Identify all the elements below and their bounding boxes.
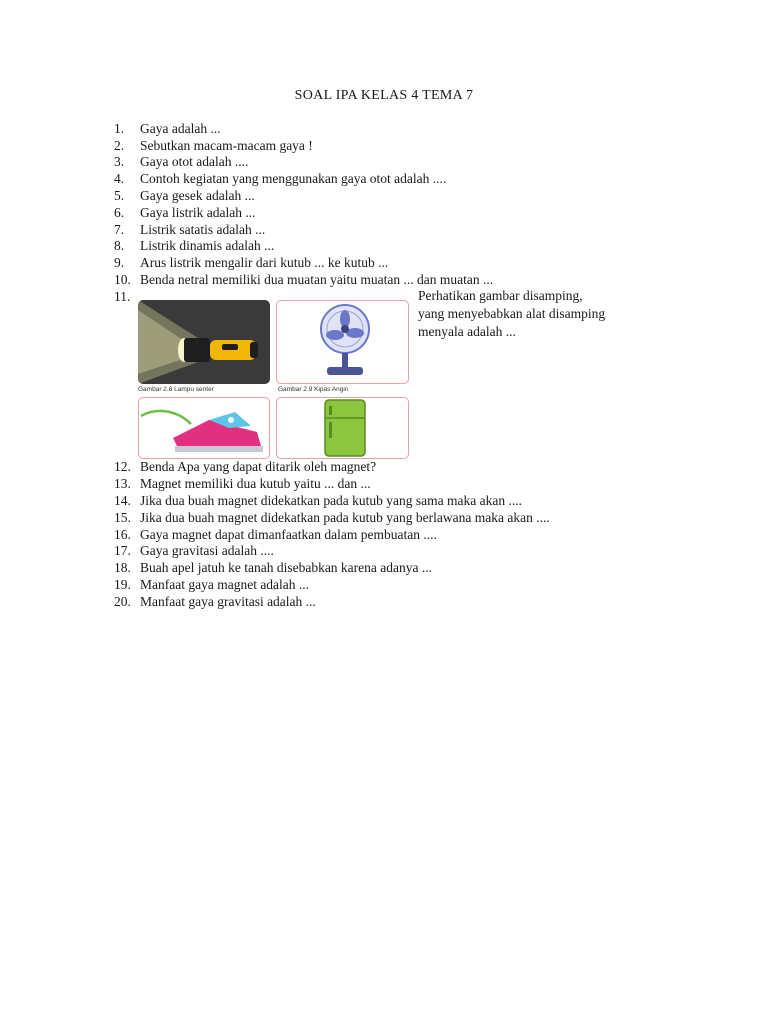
question-text: Gaya adalah ...	[140, 121, 221, 136]
question-text: Gaya gesek adalah ...	[140, 188, 255, 203]
question-number: 18.	[114, 560, 131, 575]
question-number: 13.	[114, 476, 131, 491]
question-text: Magnet memiliki dua kutub yaitu ... dan ...	[140, 476, 371, 491]
question-number: 16.	[114, 527, 131, 542]
question-text: Gaya gravitasi adalah ....	[140, 543, 274, 558]
flashlight-caption: Gambar 2.8 Lampu senter	[138, 386, 214, 393]
page-title: SOAL IPA KELAS 4 TEMA 7	[294, 88, 474, 103]
question-number: 14.	[114, 493, 131, 508]
question-number: 19.	[114, 577, 131, 592]
question-text: Gaya otot adalah ....	[140, 154, 249, 169]
q11-line-2: yang menyebabkan alat disamping	[418, 306, 606, 321]
fan-caption: Gambar 2.9 Kipas Angin	[278, 386, 349, 393]
question-text: Listrik dinamis adalah ...	[140, 238, 275, 253]
question-number: 11.	[114, 289, 131, 304]
question-number: 9.	[114, 255, 125, 270]
question-text: Jika dua buah magnet didekatkan pada kutub yang sama maka akan ....	[140, 493, 523, 508]
refrigerator-icon	[277, 398, 408, 458]
question-text: Benda netral memiliki dua muatan yaitu muatan ... dan muatan ...	[140, 272, 494, 287]
refrigerator-picture	[276, 397, 409, 459]
flashlight-picture	[138, 300, 270, 384]
flashlight-icon	[138, 300, 270, 384]
question-text: Gaya listrik adalah ...	[140, 205, 256, 220]
q11-line-1: Perhatikan gambar disamping,	[418, 288, 583, 303]
question-text: Jika dua buah magnet didekatkan pada kutub yang berlawana maka akan ....	[140, 510, 550, 525]
question-text: Buah apel jatuh ke tanah disebabkan karena adanya ...	[140, 560, 433, 575]
question-text: Arus listrik mengalir dari kutub ... ke kutub ...	[140, 255, 389, 270]
question-number: 2.	[114, 138, 125, 153]
question-text: Gaya magnet dapat dimanfaatkan dalam pembuatan ....	[140, 527, 437, 542]
q11-line-3: menyala adalah ...	[418, 324, 516, 339]
iron-picture	[138, 397, 270, 459]
question-number: 20.	[114, 594, 131, 609]
question-number: 1.	[114, 121, 125, 136]
question-number: 12.	[114, 459, 131, 474]
question-number: 17.	[114, 543, 131, 558]
question-number: 8.	[114, 238, 125, 253]
question-number: 6.	[114, 205, 125, 220]
question-text: Benda Apa yang dapat ditarik oleh magnet?	[140, 459, 377, 474]
question-number: 4.	[114, 171, 125, 186]
question-number: 5.	[114, 188, 125, 203]
q11-instruction	[418, 287, 658, 341]
question-number: 15.	[114, 510, 131, 525]
question-number: 10.	[114, 272, 131, 287]
question-text: Manfaat gaya gravitasi adalah ...	[140, 594, 316, 609]
question-text: Sebutkan macam-macam gaya !	[140, 138, 313, 153]
question-text: Listrik satatis adalah ...	[140, 222, 266, 237]
fan-picture	[276, 300, 409, 384]
iron-icon	[139, 398, 269, 458]
fan-icon	[277, 301, 408, 383]
question-number: 7.	[114, 222, 125, 237]
question-number: 3.	[114, 154, 125, 169]
question-text: Manfaat gaya magnet adalah ...	[140, 577, 310, 592]
question-text: Contoh kegiatan yang menggunakan gaya otot adalah ....	[140, 171, 447, 186]
